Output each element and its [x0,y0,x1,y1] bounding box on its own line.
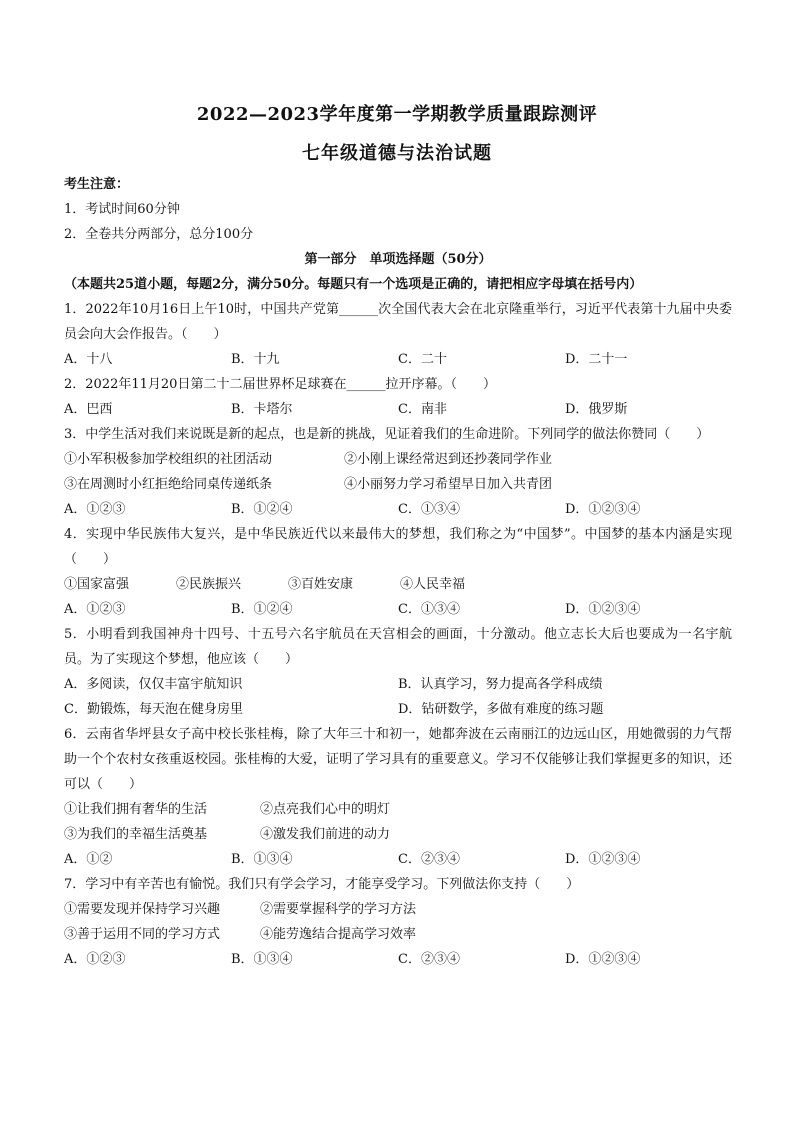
option-row [64,672,732,697]
option-row [64,497,732,522]
option-row [64,847,732,872]
statement-item: ④人民幸福 [400,577,466,592]
statement-item: ②点亮我们心中的明灯 [260,802,391,817]
option-row [64,397,732,422]
option-d[interactable]: D．二十一 [565,352,628,367]
option-a[interactable]: A．①②③ [64,502,126,517]
statement-row [64,922,732,947]
statement-row [64,822,732,847]
question-stem: 6．云南省华坪县女子高中校长张桂梅，除了大年三十和初一，她都奔波在云南丽江的边远山区，用她微弱的力气帮助一个个农村女孩重返校园。张桂梅的大爱，证明了学习具有的重要意义。学习不仅能够让我们掌握更多的知识，还可以（ ） [64,727,732,792]
statement-item: ②小刚上课经常迟到还抄袭同学作业 [344,452,553,467]
option-c[interactable]: C．勤锻炼，每天泡在健身房里 [64,702,243,717]
statement-item: ②需要掌握科学的学习方法 [260,902,417,917]
option-c[interactable]: C．二十 [398,352,447,367]
statement-item: ①小军积极参加学校组织的社团活动 [64,452,273,467]
question-stem: 1．2022年10月16日上午10时，中国共产党第______次全国代表大会在北京隆重举行，习近平代表第十九届中央委员会向大会作报告。（ ） [64,302,732,342]
option-a[interactable]: A．①②③ [64,602,126,617]
notice-heading: 考生注意： [64,177,130,192]
option-b[interactable]: B．①②④ [231,602,293,617]
exam-title: 2022—2023学年度第一学期教学质量跟踪测评 [196,104,598,125]
statement-item: ①国家富强 [64,577,130,592]
statement-item: ①让我们拥有奢华的生活 [64,802,208,817]
statement-item: ①需要发现并保持学习兴趣 [64,902,221,917]
option-d[interactable]: D．俄罗斯 [565,402,628,417]
option-row [64,597,732,622]
option-d[interactable]: D．①②③④ [565,602,641,617]
statement-item: ③为我们的幸福生活奠基 [64,827,208,842]
question-stem: 7．学习中有辛苦也有愉悦。我们只有学会学习，才能享受学习。下列做法你支持（ ） [64,877,580,892]
option-a[interactable]: A．①②③ [64,952,126,967]
statement-item: ②民族振兴 [176,577,242,592]
question-stem: 3．中学生活对我们来说既是新的起点，也是新的挑战，见证着我们的生命进阶。下列同学的做法你赞同（ ） [64,427,710,442]
statement-row [64,897,732,922]
option-row [64,947,732,972]
section-title: 第一部分 单项选择题（50分） [304,252,492,267]
statement-row [64,447,732,472]
statement-row [64,797,732,822]
option-a[interactable]: A．十八 [64,352,113,367]
exam-subtitle: 七年级道德与法治试题 [302,143,492,164]
section-instruction: （本题共25道小题，每题2分，满分50分。每题只有一个选项是正确的，请把相应字母填在括号内） [64,277,643,292]
option-b[interactable]: B．卡塔尔 [231,402,293,417]
option-a[interactable]: A．巴西 [64,402,113,417]
option-a[interactable]: A．多阅读，仅仅丰富宇航知识 [64,677,243,692]
option-b[interactable]: B．①③④ [231,852,293,867]
option-d[interactable]: D．①②③④ [565,952,641,967]
statement-row [64,472,732,497]
option-c[interactable]: C．南非 [398,402,447,417]
option-d[interactable]: D．钻研数学，多做有难度的练习题 [398,702,604,717]
option-a[interactable]: A．①② [64,852,113,867]
notice-item: 1．考试时间60分钟 [64,202,180,217]
question-stem: 2．2022年11月20日第二十二届世界杯足球赛在______拉开序幕。（ ） [64,377,496,392]
option-b[interactable]: B．①②④ [231,502,293,517]
question-stem: 4．实现中华民族伟大复兴，是中华民族近代以来最伟大的梦想，我们称之为“中国梦”。中国梦的基本内涵是实现（ ） [64,527,732,567]
exam-content [64,172,732,972]
option-c[interactable]: C．①③④ [398,502,460,517]
option-c[interactable]: C．②③④ [398,952,460,967]
option-row [64,347,732,372]
option-b[interactable]: B．认真学习，努力提高各学科成绩 [398,677,603,692]
option-d[interactable]: D．①②③④ [565,502,641,517]
option-c[interactable]: C．②③④ [398,852,460,867]
statement-item: ③百姓安康 [288,577,354,592]
statement-item: ④激发我们前进的动力 [260,827,391,842]
option-b[interactable]: B．①③④ [231,952,293,967]
option-row [64,697,732,722]
notice-item: 2．全卷共分两部分，总分100分 [64,227,254,242]
question-stem: 5．小明看到我国神舟十四号、十五号六名宇航员在天宫相会的画面，十分激动。他立志长大后也要成为一名宇航员。为了实现这个梦想，他应该（ ） [64,627,732,667]
option-d[interactable]: D．①②③④ [565,852,641,867]
statement-item: ③善于运用不同的学习方式 [64,927,221,942]
statement-item: ④小丽努力学习希望早日加入共青团 [344,477,553,492]
option-c[interactable]: C．①③④ [398,602,460,617]
statement-item: ④能劳逸结合提高学习效率 [260,927,417,942]
statement-item: ③在周测时小红拒绝给同桌传递纸条 [64,477,273,492]
option-b[interactable]: B．十九 [231,352,280,367]
statement-row [64,572,732,597]
